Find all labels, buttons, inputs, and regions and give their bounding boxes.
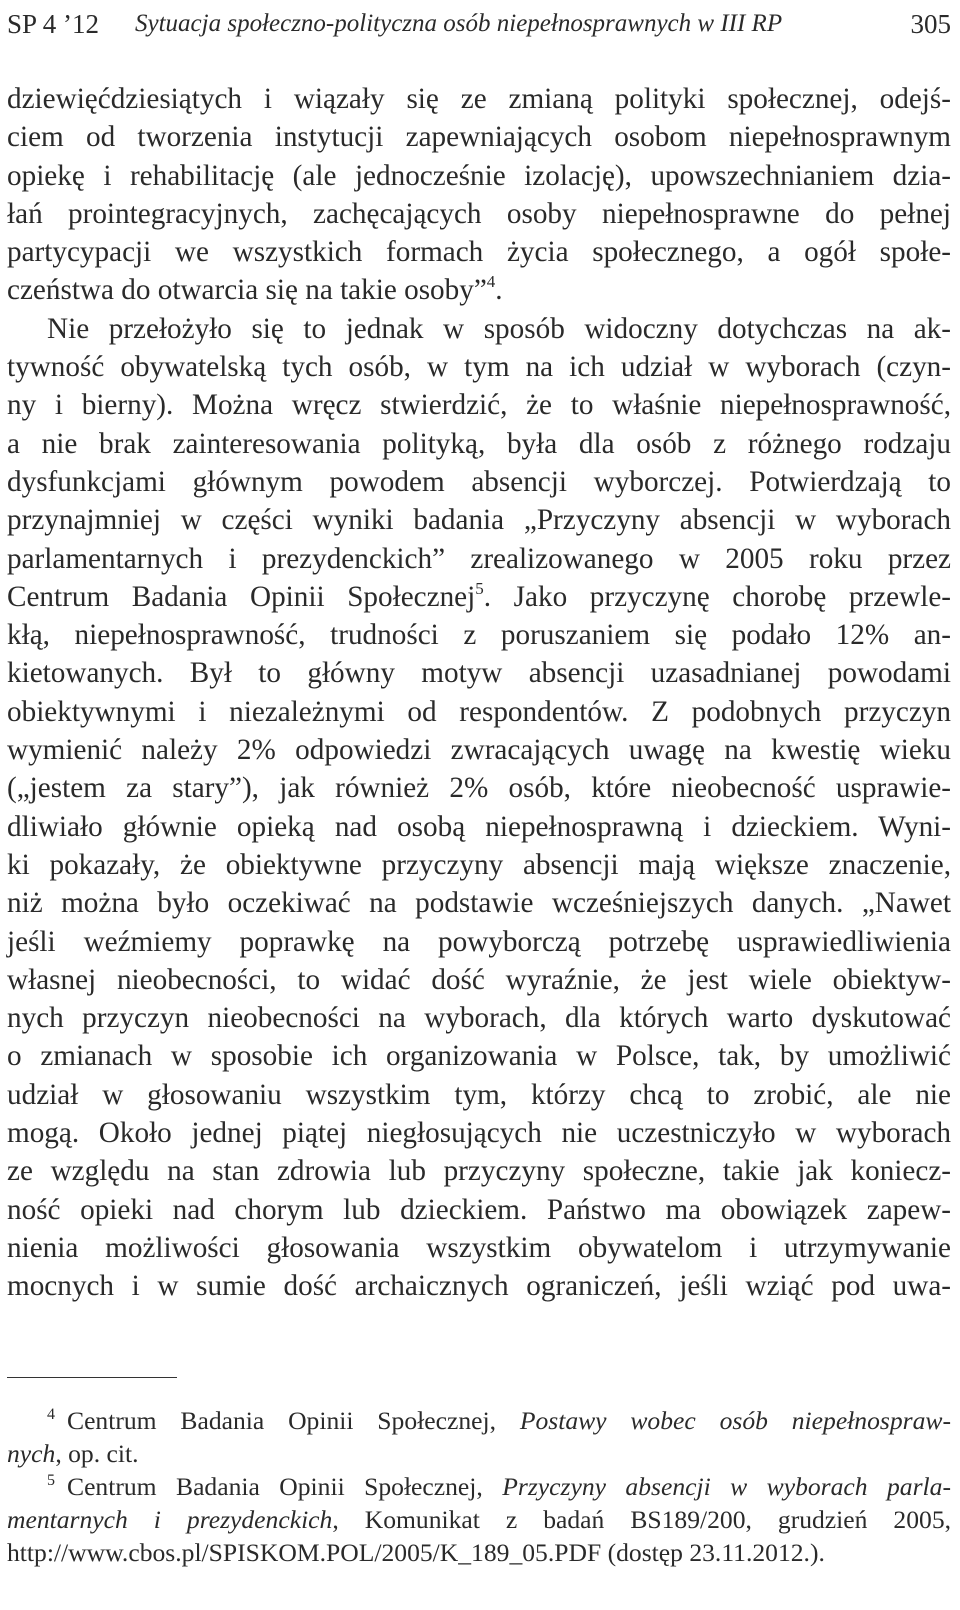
running-title: Sytuacja społeczno-polityczna osób niepełnosprawnych w III RP bbox=[135, 10, 783, 37]
text-fragment: . bbox=[495, 274, 503, 307]
text-line: łań prointegracyjnych, zachęcających osoby niepełnosprawne do pełnej bbox=[7, 197, 951, 230]
footnotes bbox=[7, 1404, 951, 1569]
main-text bbox=[7, 80, 951, 1306]
journal-issue: SP 4 ’12 bbox=[7, 9, 100, 39]
text-line: nych przyczyn nieobecności na wyborach, dla których warto dyskutować bbox=[7, 1002, 951, 1035]
text-line: tywność obywatelską tych osób, w tym na ich udział w wyborach (czyn- bbox=[7, 351, 951, 384]
text-line: ny i bierny). Można wręcz stwierdzić, że to właśnie niepełnosprawność, bbox=[7, 389, 951, 422]
text-line: przynajmniej w części wyniki badania „Przyczyny absencji w wyborach bbox=[7, 504, 951, 537]
page-number: 305 bbox=[910, 9, 951, 39]
footnote-title: mentarnych i prezydenckich bbox=[7, 1505, 333, 1534]
text-line: kłą, niepełnosprawność, trudności z poruszaniem się podało 12% an- bbox=[7, 619, 951, 652]
text-line: ki pokazały, że obiektywne przyczyny absencji mają większe znaczenie, bbox=[7, 848, 951, 881]
text-line: udział w głosowaniu wszystkim tym, którzy chcą to zrobić, ale nie bbox=[7, 1078, 951, 1111]
footnote-5-url[interactable]: http://www.cbos.pl/SPISKOM.POL/2005/K_189_05.PDF (dostęp 23.11.2012.). bbox=[7, 1538, 825, 1567]
footnote-separator bbox=[7, 1377, 177, 1378]
text-line: mocnych i w sumie dość archaicznych ograniczeń, jeśli wziąć pod uwa- bbox=[7, 1270, 951, 1303]
footnote-title: nych bbox=[7, 1439, 56, 1468]
running-header bbox=[7, 6, 951, 46]
footnote-text: , op. cit. bbox=[55, 1439, 139, 1468]
text-line: dziewięćdziesiątych i wiązały się ze zmianą polityki społecznej, odejś- bbox=[7, 83, 951, 115]
text-line bbox=[7, 271, 951, 309]
text-fragment: czeństwa do otwarcia się na takie osoby” bbox=[7, 274, 487, 307]
footnote-reference-5[interactable]: 5 bbox=[475, 578, 484, 598]
text-line: jeśli weźmiemy poprawkę na powyborczą potrzebę usprawiedliwienia bbox=[7, 925, 951, 958]
text-line: („jestem za stary”), jak również 2% osób, które nieobecność usprawie- bbox=[7, 772, 951, 805]
text-line: partycypacji we wszystkich formach życia społecznego, a ogół społe- bbox=[7, 236, 951, 269]
footnote-text: Centrum Badania Opinii Społecznej, bbox=[67, 1472, 503, 1501]
footnote-5 bbox=[7, 1470, 951, 1503]
text-line: ciem od tworzenia instytucji zapewniających osobom niepełnosprawnym bbox=[7, 121, 951, 154]
text-line: Nie przełożyło się to jednak w sposób widoczny dotychczas na ak- bbox=[47, 312, 951, 345]
footnote-5-continuation bbox=[7, 1503, 951, 1536]
text-line: dysfunkcjami głównym powodem absencji wyborczej. Potwierdzają to bbox=[7, 465, 951, 498]
text-line: wymienić należy 2% odpowiedzi zwracających uwagę na kwestię wieku bbox=[7, 734, 951, 767]
text-line: o zmianach w sposobie ich organizowania w Polsce, tak, by umożliwić bbox=[7, 1040, 951, 1073]
footnote-title: Przyczyny absencji w wyborach parla- bbox=[502, 1472, 951, 1501]
text-line: niż można było oczekiwać na podstawie wcześniejszych danych. „Nawet bbox=[7, 887, 951, 920]
footnote-title: Postawy wobec osób niepełnospraw- bbox=[519, 1406, 951, 1435]
text-line: dliwiało głównie opieką nad osobą niepełnosprawną i dzieckiem. Wyni- bbox=[7, 810, 951, 843]
footnote-4-continuation bbox=[7, 1437, 951, 1470]
text-line: kietowanych. Był to główny motyw absencji uzasadnianej powodami bbox=[7, 657, 951, 690]
text-line: własnej nieobecności, to widać dość wyraźnie, że jest wiele obiektyw- bbox=[7, 963, 951, 996]
text-fragment: . Jako przyczynę chorobę przewle- bbox=[483, 580, 951, 613]
footnote-4 bbox=[7, 1404, 951, 1437]
footnote-number: 5 bbox=[47, 1472, 55, 1489]
text-line: a nie brak zainteresowania polityką, była dla osób z różnego rodzaju bbox=[7, 427, 951, 460]
text-line: ze względu na stan zdrowia lub przyczyny społeczne, takie jak koniecz- bbox=[7, 1155, 951, 1188]
text-line: obiektywnymi i niezależnymi od respondentów. Z podobnych przyczyn bbox=[7, 695, 951, 728]
footnote-number: 4 bbox=[47, 1406, 55, 1423]
text-line: mogą. Około jednej piątej niegłosujących nie uczestniczyło w wyborach bbox=[7, 1117, 951, 1150]
footnote-text: , Komunikat z badań BS189/200, grudzień 2005, bbox=[332, 1505, 952, 1534]
footnote-reference-4[interactable]: 4 bbox=[486, 272, 496, 292]
text-line bbox=[7, 578, 951, 616]
text-line: ność opieki nad chorym lub dzieckiem. Państwo ma obowiązek zapew- bbox=[7, 1193, 951, 1226]
text-line: nienia możliwości głosowania wszystkim obywatelom i utrzymywanie bbox=[7, 1231, 951, 1264]
text-line: parlamentarnych i prezydenckich” zrealizowanego w 2005 roku przez bbox=[7, 542, 951, 575]
text-line: opiekę i rehabilitację (ale jednocześnie izolację), upowszechnianiem dzia- bbox=[7, 159, 951, 192]
text-fragment: Centrum Badania Opinii Społecznej bbox=[7, 580, 476, 613]
footnote-text: Centrum Badania Opinii Społecznej, bbox=[67, 1406, 520, 1435]
